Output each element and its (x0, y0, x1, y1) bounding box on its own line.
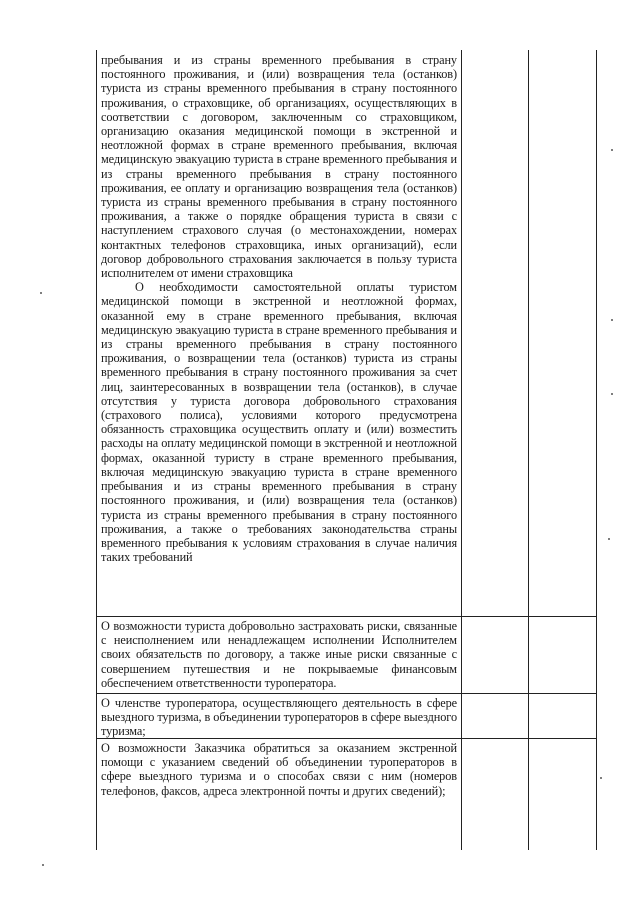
row-divider-2 (97, 693, 596, 694)
paragraph-insurance-info: пребывания и из страны временного пребывания в страну постоянного проживания, и (или) возвращения тела (останков) туриста из страны временного пребывания в страну постоянного проживания, о страховщике, об организациях, осуществляющих в соответствии с договором, заключенным со страховщиком, организацию оказания медицинской помощи в экстренной и неотложной формах в стране временного пребывания, включая медицинскую эвакуацию туриста в стране временного пребывания и из страны временного пребывания в страну постоянного проживания, ее оплату и организацию возвращения тела (останков) туриста из страны временного пребывания в страну постоянного проживания, а также о порядке обращения туриста в связи с наступлением страхового случая (о местонахождении, номерах контактных телефонов страховщика, иных организаций), если договор добровольного страхования заключается в пользу туриста исполнителем от имени страховщика (101, 53, 457, 281)
column-divider-1 (461, 50, 462, 850)
scan-speck (42, 864, 44, 866)
document-table (96, 50, 597, 850)
scan-speck (611, 149, 613, 151)
scan-speck (600, 777, 602, 779)
table-row-1-text (101, 53, 457, 564)
paragraph-voluntary-insurance: О возможности туриста добровольно застраховать риски, связанные с неисполнением или ненадлежащем исполнении Исполнителем своих обязательств по договору, а также иные риски связанные с совершением путешествия и не покрываемые финансовым обеспечением ответственности туроператора. (101, 619, 457, 690)
scan-speck (608, 538, 610, 540)
column-divider-2 (528, 50, 529, 850)
scan-speck (611, 393, 613, 395)
scan-speck (611, 319, 613, 321)
paragraph-emergency-help: О возможности Заказчика обратиться за оказанием экстренной помощи с указанием сведений об объединении туроператоров в сфере выездного туризма и о способах связи с ним (номеров телефонов, факсов, адреса электронной почты и других сведений); (101, 741, 457, 798)
table-row-4-text (101, 741, 457, 798)
table-row-2-text (101, 619, 457, 690)
scan-speck (40, 292, 42, 294)
row-divider-1 (97, 616, 596, 617)
table-row-3-text (101, 696, 457, 739)
paragraph-tour-operator-membership: О членстве туроператора, осуществляющего деятельность в сфере выездного туризма, в объединении туроператоров в сфере выездного туризма; (101, 696, 457, 739)
row-divider-3 (97, 738, 596, 739)
paragraph-self-payment: О необходимости самостоятельной оплаты туристом медицинской помощи в экстренной и неотложной формах, оказанной ему в стране временного пребывания, включая медицинскую эвакуацию туриста в стране временного пребывания и из страны временного пребывания в страну постоянного проживания, о возвращении тела (останков) туриста из страны временного пребывания в страну постоянного проживания за счет лиц, заинтересованных в возвращении тела (останков), в случае отсутствия у туриста договора добровольного страхования (страхового полиса), условиями которого предусмотрена обязанность страховщика осуществить оплату и (или) возместить расходы на оплату медицинской помощи в экстренной и неотложной формах, оказанной туристу в стране временного пребывания, включая медицинскую эвакуацию туриста в стране временного пребывания и из страны временного пребывания в страну постоянного проживания, и (или) возвращения тела (останков) туриста из страны временного пребывания в страну постоянного проживания, а также о требованиях законодательства страны временного пребывания к условиям страхования в случае наличия таких требований (101, 280, 457, 565)
